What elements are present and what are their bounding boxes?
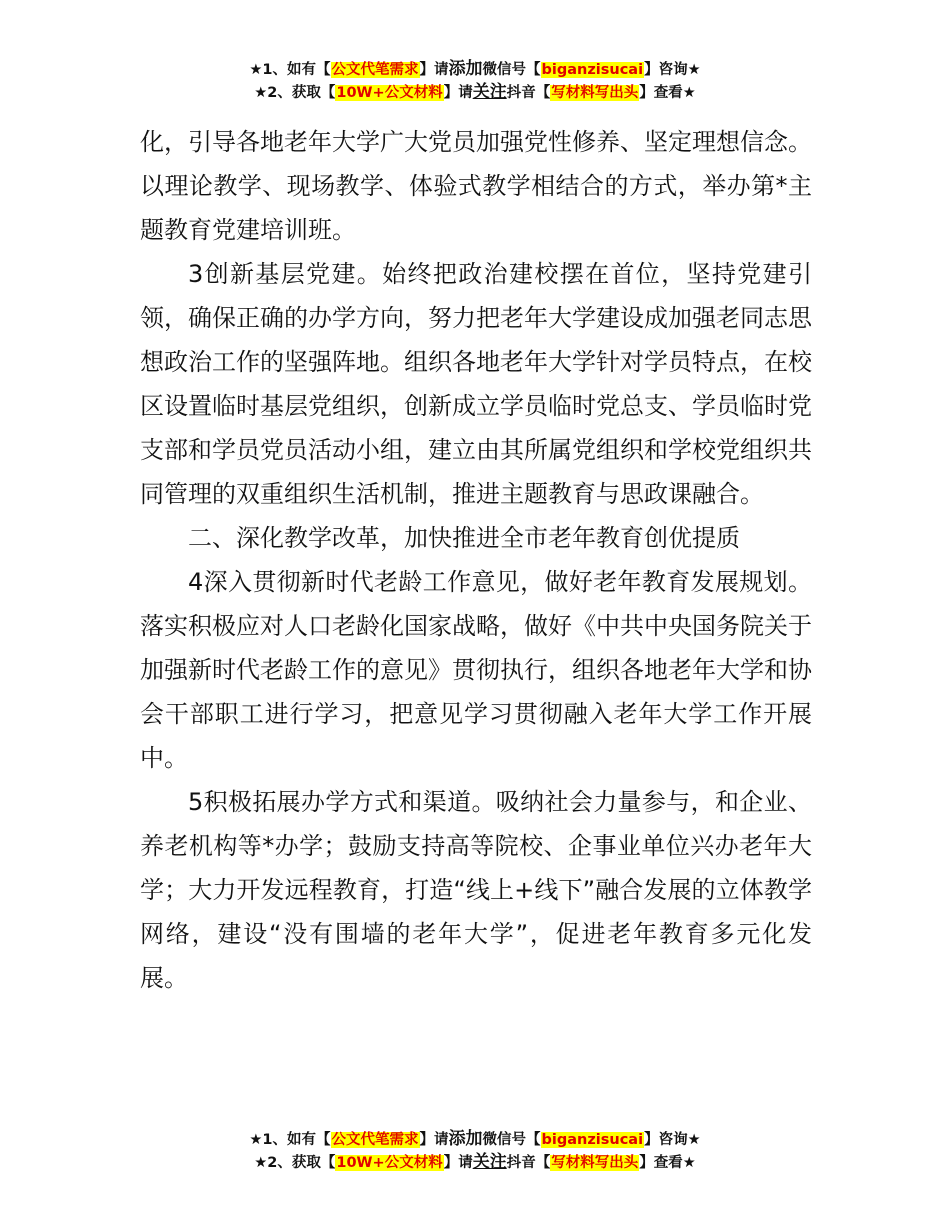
footer-banner <box>0 1128 950 1174</box>
section-heading: 二、深化教学改革，加快推进全市老年教育创优提质 <box>188 524 740 552</box>
banner-text: 】请 <box>419 62 449 78</box>
banner-text: 微信号【 <box>482 62 541 78</box>
banner-text: ★1、如有【 <box>249 62 331 78</box>
banner-line-1 <box>0 1128 950 1151</box>
paragraph-expand-channels: 5积极拓展办学方式和渠道。吸纳社会力量参与，和企业、养老机构等*办学；鼓励支持高等院校、企事业单位兴办老年大学；大力开发远程教育，打造“线上+线下”融合发展的立体教学网络，建设“没有围墙的老年大学”，促进老年教育多元化发展。 <box>140 788 812 992</box>
banner-text: 抖音【 <box>506 1155 551 1171</box>
banner-highlight: biganzisucai <box>541 62 644 78</box>
banner-emphasis: 关注 <box>472 82 507 102</box>
banner-highlight: 写材料写出头 <box>551 1155 639 1171</box>
banner-highlight: 写材料写出头 <box>551 85 639 101</box>
banner-highlight: 10W+公文材料 <box>336 85 443 101</box>
banner-line-2 <box>0 1151 950 1174</box>
banner-line-2 <box>0 81 950 104</box>
paragraph-aging-work: 4深入贯彻新时代老龄工作意见，做好老年教育发展规划。落实积极应对人口老龄化国家战略，做好《中共中央国务院关于加强新时代老龄工作的意见》贯彻执行，组织各地老年大学和协会干部职工进行学习，把意见学习贯彻融入老年大学工作开展中。 <box>140 568 812 772</box>
banner-text: 】请 <box>443 1155 473 1171</box>
banner-text: 】请 <box>443 85 473 101</box>
banner-emphasis: 关注 <box>472 1152 507 1172</box>
banner-text: 】咨询★ <box>644 62 701 78</box>
banner-line-1 <box>0 58 950 81</box>
banner-text: ★2、获取【 <box>254 1155 336 1171</box>
banner-text: ★1、如有【 <box>249 1132 331 1148</box>
banner-highlight: 10W+公文材料 <box>336 1155 443 1171</box>
banner-text: ★2、获取【 <box>254 85 336 101</box>
paragraph-continued: 化，引导各地老年大学广大党员加强党性修养、坚定理想信念。以理论教学、现场教学、体验式教学相结合的方式，举办第*主题教育党建培训班。 <box>140 128 812 244</box>
paragraph-party-building: 3创新基层党建。始终把政治建校摆在首位，坚持党建引领，确保正确的办学方向，努力把老年大学建设成加强老同志思想政治工作的坚强阵地。组织各地老年大学针对学员特点，在校区设置临时基层党组织，创新成立学员临时党总支、学员临时党支部和学员党员活动小组，建立由其所属党组织和学校党组织共同管理的双重组织生活机制，推进主题教育与思政课融合。 <box>140 260 812 508</box>
banner-text: 】请 <box>419 1132 449 1148</box>
document-body <box>140 120 812 1000</box>
banner-text: 】查看★ <box>639 85 696 101</box>
header-banner <box>0 58 950 104</box>
banner-highlight: 公文代笔需求 <box>331 62 419 78</box>
banner-highlight: 公文代笔需求 <box>331 1132 419 1148</box>
banner-highlight: biganzisucai <box>541 1132 644 1148</box>
banner-text: 抖音【 <box>506 85 551 101</box>
banner-emphasis: 添加 <box>448 1129 483 1149</box>
banner-text: 】查看★ <box>639 1155 696 1171</box>
banner-text: 微信号【 <box>482 1132 541 1148</box>
banner-text: 】咨询★ <box>644 1132 701 1148</box>
banner-emphasis: 添加 <box>448 59 483 79</box>
